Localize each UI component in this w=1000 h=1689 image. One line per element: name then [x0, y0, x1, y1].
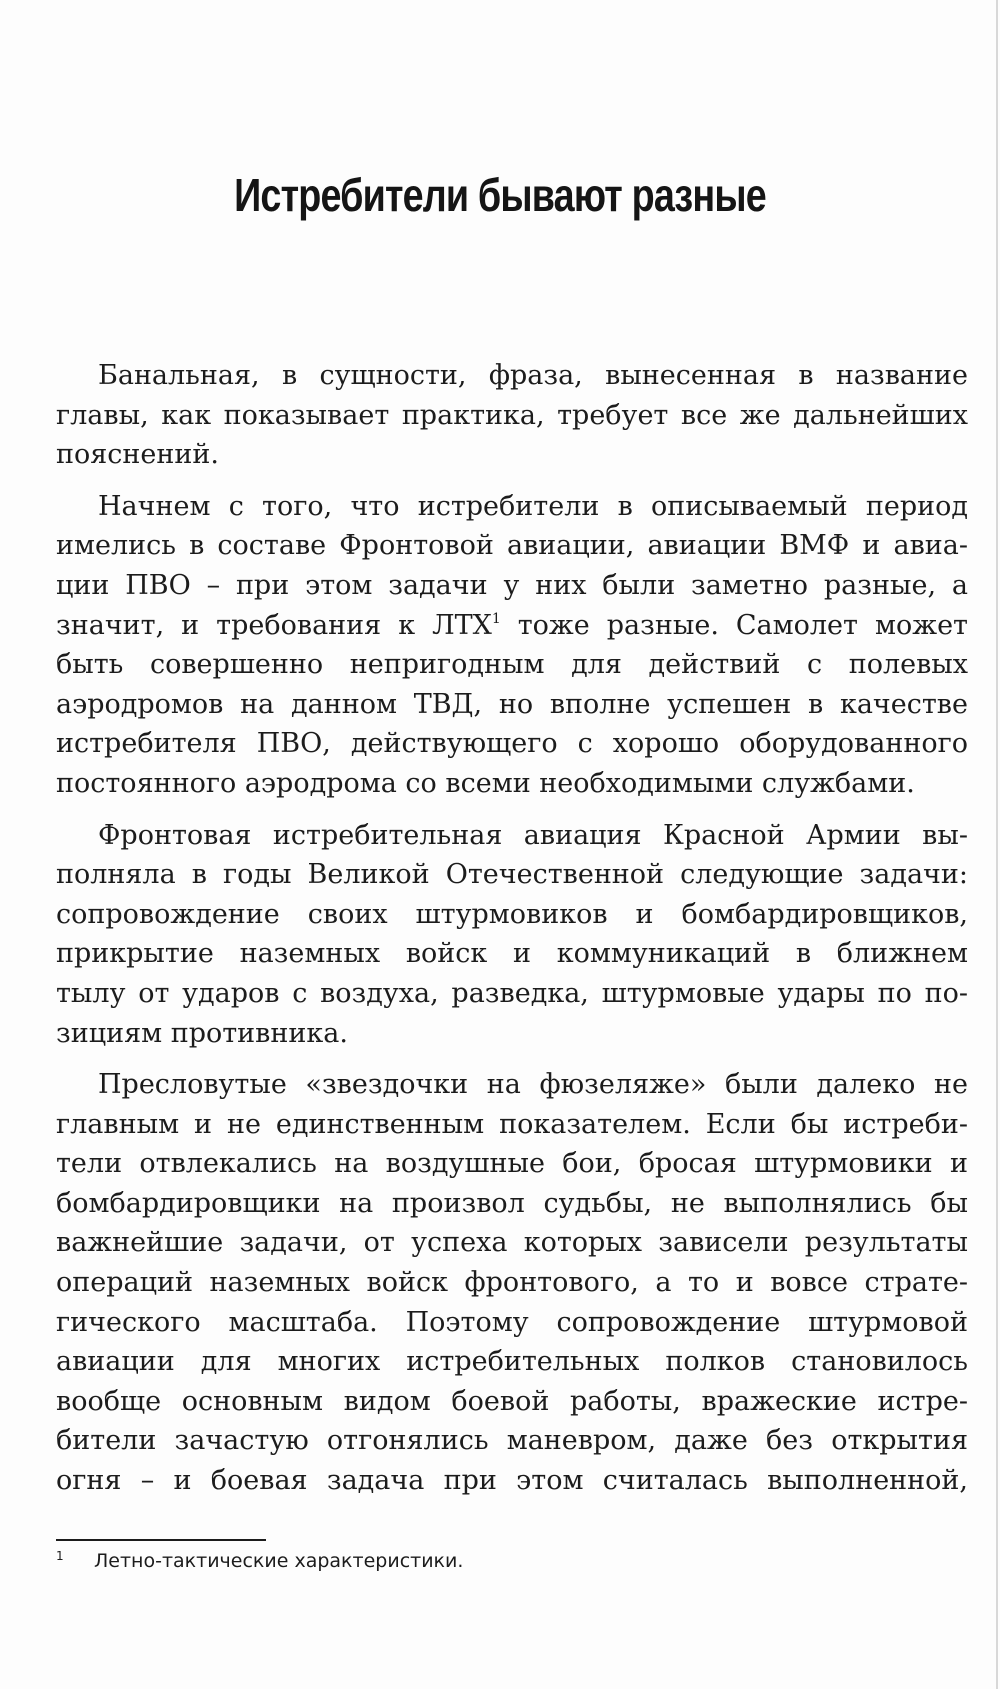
- text-line: Пресловутые «звездочки на фюзеляже» были далеко не: [98, 1069, 968, 1101]
- text-line: ции ПВО – при этом задачи у них были заметно разные, а: [56, 569, 968, 601]
- text-line: главы, как показывает практика, требует все же дальнейших: [56, 399, 968, 431]
- text-line: авиации для многих истребительных полков становилось: [56, 1346, 968, 1378]
- text-line: имелись в составе Фронтовой авиации, авиации ВМФ и авиа-: [56, 530, 968, 562]
- text-line: операций наземных войск фронтового, а то и вовсе страте-: [56, 1267, 968, 1299]
- text-line: тели отвлекались на воздушные бои, бросая штурмовики и: [56, 1148, 968, 1180]
- footnote-divider: [56, 1539, 266, 1541]
- text-line: постоянного аэродрома со всеми необходимыми службами.: [56, 767, 915, 799]
- text-line: важнейшие задачи, от успеха которых зависели результаты: [56, 1227, 968, 1259]
- text-line: быть совершенно непригодным для действий с полевых: [56, 649, 968, 681]
- text-line: гического масштаба. Поэтому сопровождение штурмовой: [56, 1306, 968, 1338]
- text-fragment: тоже разные. Самолет может: [500, 609, 968, 641]
- text-line: главным и не единственным показателем. Если бы истреби-: [56, 1108, 968, 1140]
- text-line: сопровождение своих штурмовиков и бомбардировщиков,: [56, 898, 968, 930]
- text-line: огня – и боевая задача при этом считалась выполненной,: [56, 1465, 968, 1497]
- text-line: бомбардировщики на произвол судьбы, не выполнялись бы: [56, 1187, 968, 1219]
- text-line: пояснений.: [56, 439, 219, 471]
- text-line: прикрытие наземных войск и коммуникаций в ближнем: [56, 938, 968, 970]
- paragraph-4: [56, 1065, 968, 1501]
- footnote-text: Летно-тактические характеристики.: [94, 1550, 464, 1572]
- text-fragment: значит, и требования к ЛТХ: [56, 609, 492, 641]
- paragraph-1: [56, 356, 968, 475]
- text-line: полняла в годы Великой Отечественной следующие задачи:: [56, 859, 968, 891]
- text-line: бители зачастую отгонялись маневром, даже без открытия: [56, 1425, 968, 1457]
- text-line: истребителя ПВО, действующего с хорошо оборудованного: [56, 728, 968, 760]
- text-line-with-footnote: [56, 606, 968, 646]
- text-line: Начнем с того, что истребители в описываемый период: [98, 490, 968, 522]
- body-text: [56, 356, 968, 1513]
- text-line: тылу от ударов с воздуха, разведка, штурмовые удары по по-: [56, 977, 968, 1009]
- footnote: 1 Летно-тактические характеристики.: [56, 1549, 464, 1572]
- footnote-reference[interactable]: 1: [491, 610, 501, 627]
- text-line: Банальная, в сущности, фраза, вынесенная в название: [98, 360, 968, 391]
- text-line: Фронтовая истребительная авиация Красной Армии вы-: [98, 819, 968, 851]
- paragraph-3: [56, 816, 968, 1054]
- chapter-title: Истребители бывают разные: [234, 169, 766, 221]
- text-line: вообще основным видом боевой работы, вражеские истре-: [56, 1385, 968, 1417]
- text-line: зициям противника.: [56, 1017, 348, 1049]
- page-edge: [996, 0, 998, 1689]
- text-line: аэродромов на данном ТВД, но вполне успешен в качестве: [56, 688, 968, 720]
- paragraph-2: [56, 487, 968, 804]
